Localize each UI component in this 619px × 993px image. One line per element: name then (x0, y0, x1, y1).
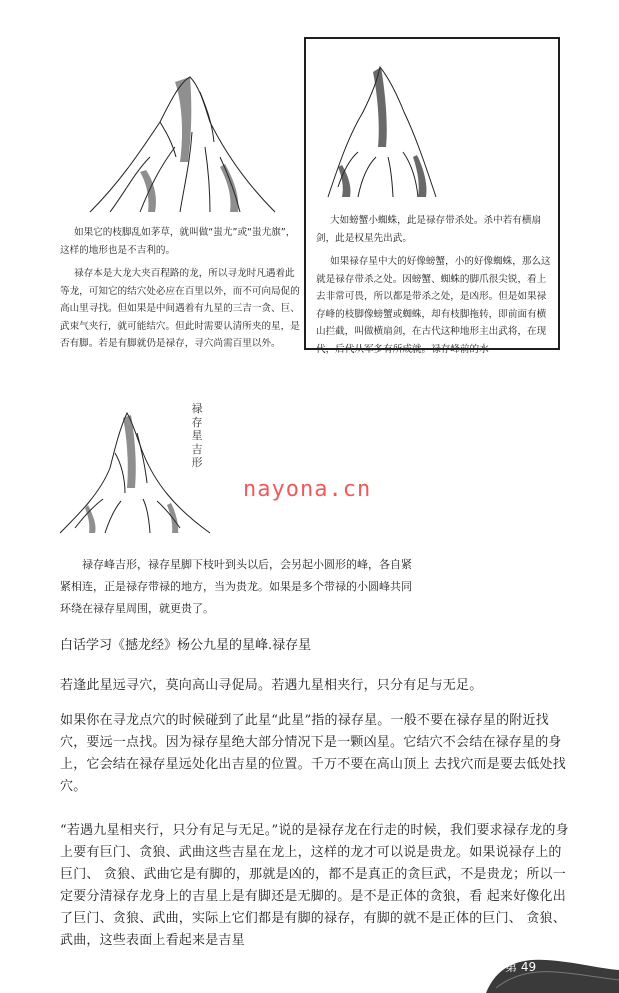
watermark: nayona.cn (243, 477, 372, 502)
section-title: 白话学习《撼龙经》杨公九星的星峰.禄存星 (60, 638, 312, 653)
verse (60, 675, 570, 697)
paragraph-1-text: 如果你在寻龙点穴的时候碰到了此星“此星”指的禄存星。一般不要在禄存星的附近找穴，要远一点找。因为禄存星绝大部分情况下是一颗凶星。它结穴不会结在禄存星的身上，它会结在禄存星远处化出吉星的位置。千万不要在高山顶上 去找穴而是要去低处找穴。 (60, 713, 566, 794)
paragraph-2 (60, 820, 570, 952)
mountain-illustration-top-left (80, 62, 280, 222)
boxed-panel (304, 37, 560, 355)
crab-mountain-illustration (318, 47, 443, 205)
top-left-text (60, 224, 300, 359)
page-number: 第 49 (505, 960, 537, 974)
paragraph-2-text: “若遇九星相夹行，只分有足与无足。”说的是禄存龙在行走的时候，我们要求禄存龙的身 上要有巨门、贪狼、武曲这些吉星在龙上，这样的龙才可以说是贵龙。如果说禄存上的巨门、 贪狼、武曲它是有脚的，那就是凶的，都不是真正的贪巨武，不是贵龙；所以一定要分清禄存龙身上的吉星上是有脚还是无脚的。是不是正体的贪狼，看 起来好像化出了巨门、贪狼、武曲，实际上它们都是有脚的禄存，有脚的就不是正体的巨门、 贪狼、武曲，这些表面上看起来是吉星 (60, 823, 569, 948)
vertical-label: 禄存星吉形 (191, 402, 203, 469)
top-right-paragraph-2: 如果禄存星中大的好像螃蟹，小的好像蜘蛛，那么这就是禄存带杀之处。因螃蟹、蜘蛛的脚爪很尖锐，看上去非常可畏，所以都是带杀之处，是凶形。但是如果禄存峰的枝脚像螃蟹或蜘蛛，却有枝脚拖转，即前面有横山拦截，叫做横扇剑，在古代这种地形主出武将，在现代，后代从军多有所成就。禄存峰前的水 (316, 256, 551, 355)
paragraph-1 (60, 710, 570, 798)
top-right-text (316, 212, 552, 364)
top-left-paragraph-2: 禄存本是大龙大夹百程路的龙，所以寻龙时凡遇着此等龙，可知它的结穴处必应在百里以外，而不可向局促的高山里寻找。但如果是中间遇着有九星的三吉一贪、巨、武束气夹行，就可能结穴。但此时需要认清所夹的星，是否有脚。若是有脚就仍是禄存，寻穴尚需百里以外。 (60, 268, 300, 349)
mid-caption (60, 554, 415, 620)
verse-text: 若逢此星远寻穴，莫向高山寻促局。若遇九星相夹行，只分有足与无足。 (60, 678, 483, 693)
mid-caption-paragraph: 禄存峰吉形，禄存星脚下枝叶到头以后，会另起小圆形的峰，各自紧紧相连，正是禄存带禄的地方，当为贵龙。如果是多个带禄的小圆峰共同环绕在禄存星周围，就更贵了。 (60, 558, 412, 615)
top-right-paragraph-1: 大如螃蟹小蜘蛛，此是禄存带杀处。杀中若有横扇剑，此是权星先出武。 (316, 215, 542, 244)
top-left-paragraph-1: 如果它的枝脚乱如茅草，就叫做“蚩尤”或“蚩尤旗”，这样的地形也是不吉利的。 (60, 227, 296, 256)
